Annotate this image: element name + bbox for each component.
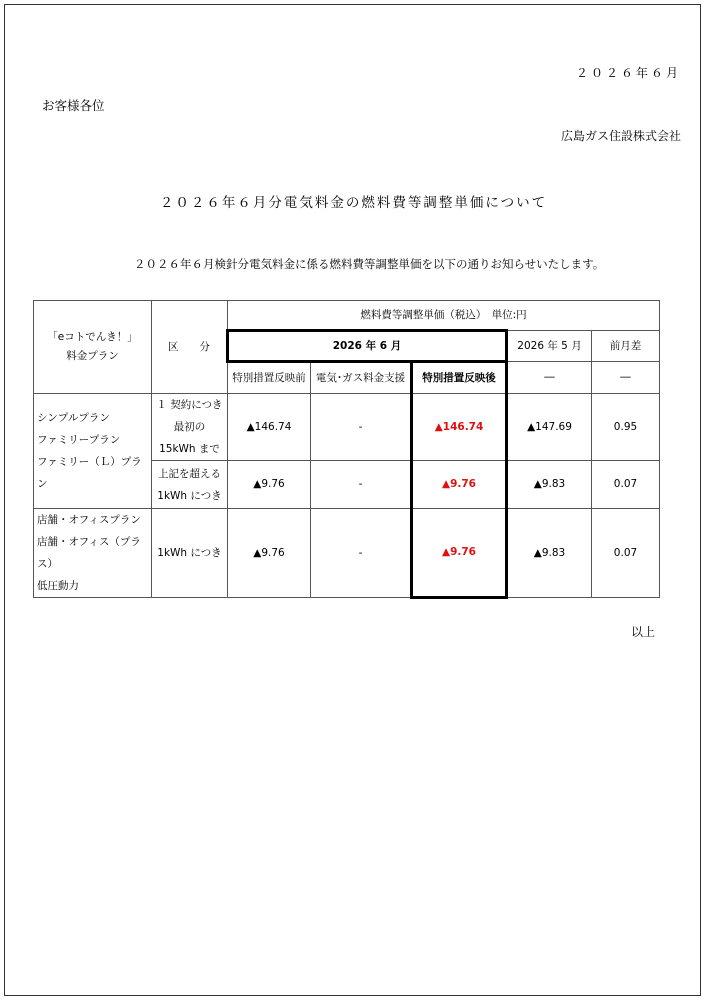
value-support: - bbox=[311, 509, 412, 598]
category-cell bbox=[152, 394, 228, 461]
current-month-header: 2026 年 6 月 bbox=[228, 331, 507, 362]
plan-header-line1: 「eコトでんき！」 bbox=[47, 331, 138, 344]
value-diff: 0.07 bbox=[592, 509, 660, 598]
value-prev: ▲9.83 bbox=[507, 509, 592, 598]
value-diff: 0.95 bbox=[592, 394, 660, 461]
plan-header-line2: 料金プラン bbox=[66, 350, 119, 362]
plan-name: 低圧動力 bbox=[37, 580, 79, 592]
value-before: ▲9.76 bbox=[228, 461, 311, 509]
category-line: 1kWh につき bbox=[157, 489, 222, 502]
category-line: １ 契約につき bbox=[156, 399, 223, 411]
sub-header-before: 特別措置反映前 bbox=[228, 362, 311, 394]
closing-text: 以上 bbox=[631, 625, 656, 639]
fuel-cost-table bbox=[33, 300, 660, 599]
value-support: - bbox=[311, 394, 412, 461]
plan-header bbox=[34, 301, 152, 394]
sub-header-support: 電気･ガス料金支援 bbox=[311, 362, 412, 394]
intro-text: ２０２６年６月検針分電気料金に係る燃料費等調整単価を以下の通りお知らせいたします。 bbox=[134, 257, 605, 271]
category-cell bbox=[152, 461, 228, 509]
document-title: ２０２６年６月分電気料金の燃料費等調整単価について bbox=[159, 195, 548, 211]
diff-header: 前月差 bbox=[592, 331, 660, 362]
prev-month-dash: ― bbox=[507, 362, 592, 394]
value-after: ▲9.76 bbox=[412, 509, 507, 598]
value-after: ▲9.76 bbox=[412, 461, 507, 509]
document-date: ２０２６年６月 bbox=[575, 66, 681, 80]
table-row bbox=[34, 394, 660, 461]
value-before: ▲146.74 bbox=[228, 394, 311, 461]
diff-dash: ― bbox=[592, 362, 660, 394]
plan-name: ファミリープラン bbox=[37, 434, 121, 446]
table-row bbox=[34, 509, 660, 598]
value-prev: ▲9.83 bbox=[507, 461, 592, 509]
category-line: 上記を超える bbox=[158, 467, 221, 480]
value-support: - bbox=[311, 461, 412, 509]
category-header: 区 分 bbox=[152, 301, 228, 394]
plan-name: ファミリー（Ｌ）プラン bbox=[37, 456, 142, 490]
company-name: 広島ガス住設株式会社 bbox=[560, 129, 681, 143]
sub-header-after: 特別措置反映後 bbox=[412, 362, 507, 394]
value-diff: 0.07 bbox=[592, 461, 660, 509]
category-line: 15kWh まで bbox=[159, 443, 220, 455]
plan-name: シンプルプラン bbox=[37, 412, 110, 424]
plan-name: 店舗・オフィスプラン bbox=[37, 514, 141, 526]
plan-group-2 bbox=[34, 509, 152, 598]
prev-month-header: 2026 年 5 月 bbox=[507, 331, 592, 362]
value-after: ▲146.74 bbox=[412, 394, 507, 461]
category-line: 最初の bbox=[173, 421, 206, 433]
value-before: ▲9.76 bbox=[228, 509, 311, 598]
unit-header: 燃料費等調整単価（税込） 単位:円 bbox=[228, 301, 660, 331]
plan-group-1 bbox=[34, 394, 152, 509]
plan-name: 店舗・オフィス（プラス） bbox=[37, 536, 141, 570]
value-prev: ▲147.69 bbox=[507, 394, 592, 461]
addressee: お客様各位 bbox=[42, 98, 105, 113]
category-cell: 1kWh につき bbox=[152, 509, 228, 598]
